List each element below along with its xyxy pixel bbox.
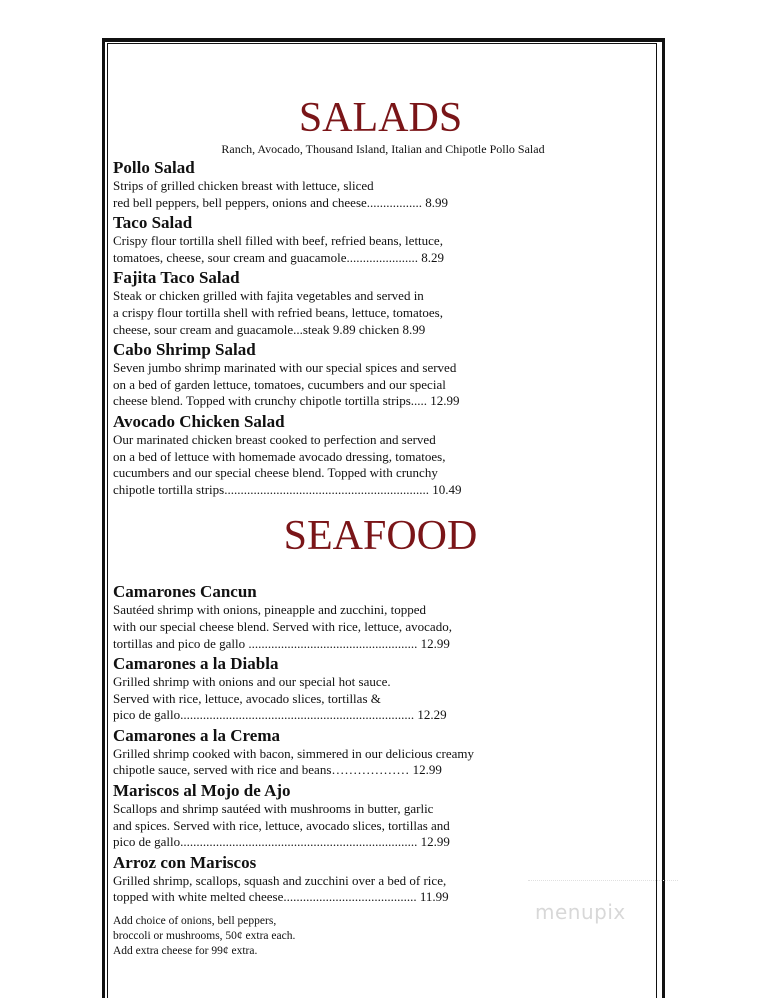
seafood-section [108,512,658,560]
menu-item [113,654,658,724]
item-description: Steak or chicken grilled with fajita vegetables and served in a crispy flour tortilla shell with refried beans, lettuce, tomatoes, cheese, sour cream and guacamole...steak 9.89 chicken 8.99 [113,288,443,337]
item-name: Avocado Chicken Salad [113,411,285,431]
item-description: Our marinated chicken breast cooked to perfection and served on a bed of lettuce with homemade avocado dressing, tomatoes, cucumbers and our special cheese blend. Topped with crunchy chipotle tortilla strips............................................................... 10.49 [113,431,462,497]
menu-item [113,268,658,338]
menu-item [113,340,658,410]
menu-item [113,582,658,652]
item-name: Pollo Salad [113,158,195,177]
item-name: Cabo Shrimp Salad [113,340,256,360]
watermark-logo: menupix [535,900,626,924]
item-name: Camarones a la Diabla [113,654,279,674]
menu-item [113,213,658,266]
item-description: Strips of grilled chicken breast with lettuce, sliced red bell peppers, bell peppers, onions and cheese................. 8.99 [113,178,449,210]
item-name: Arroz con Mariscos [113,852,257,872]
item-name: Camarones a la Crema [113,725,280,745]
item-description: Scallops and shrimp sautéed with mushrooms in butter, garlic and spices. Served with rice, lettuce, avocado slices, tortillas and pico de gallo......................................................................... 12.99 [113,801,450,850]
salads-title: SALADS [298,95,463,141]
item-name: Fajita Taco Salad [113,268,240,288]
item-description: Sautéed shrimp with onions, pineapple and zucchini, topped with our special cheese blend. Served with rice, lettuce, avocado, tortillas and pico de gallo .................................................... 12.99 [113,602,452,651]
item-name: Mariscos al Mojo de Ajo [113,781,291,801]
extras-note: Add choice of onions, bell peppers, broccoli or mushrooms, 50¢ extra each. Add extra cheese for 99¢ extra. [113,915,296,958]
item-description: Grilled shrimp with onions and our special hot sauce. Served with rice, lettuce, avocado slices, tortillas & pico de gallo........................................................................ 12.29 [113,674,447,723]
item-description: Grilled shrimp cooked with bacon, simmered in our delicious creamy chipotle sauce, served with rice and beans……………… 12.99 [113,745,475,778]
salad-dressings: Ranch, Avocado, Thousand Island, Italian and Chipotle Pollo Salad [221,142,545,156]
salads-list [113,158,658,498]
menu-item [113,412,658,498]
watermark-dots [528,880,678,889]
item-name: Taco Salad [113,213,193,233]
item-description: Seven jumbo shrimp marinated with our special spices and served on a bed of garden lettuce, tomatoes, cucumbers and our special cheese blend. Topped with crunchy chipotle tortilla strips..... 12.99 [113,360,460,409]
seafood-title: SEAFOOD [283,513,478,560]
item-description: Crispy flour tortilla shell filled with beef, refried beans, lettuce, tomatoes, cheese, sour cream and guacamole...................... 8.29 [113,233,445,265]
menu-item [113,781,658,851]
salads-section [108,94,658,156]
menu-content [113,94,658,959]
item-description: Grilled shrimp, scallops, squash and zucchini over a bed of rice, topped with white melted cheese......................................... 11.99 [113,872,449,905]
menu-item [113,726,658,779]
menu-item [113,158,658,211]
item-name: Camarones Cancun [113,582,257,602]
